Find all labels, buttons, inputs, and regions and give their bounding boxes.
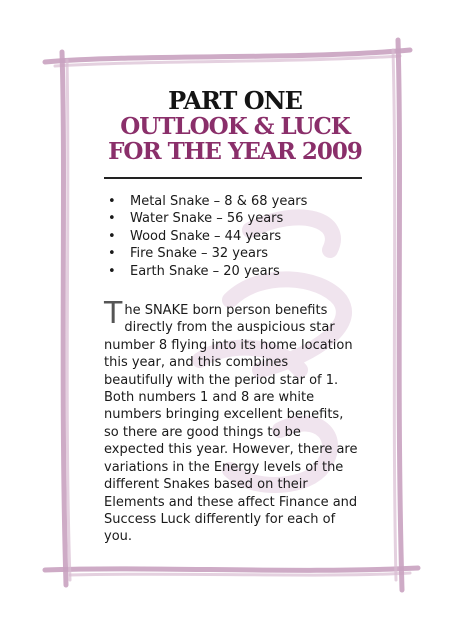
page-content — [104, 88, 366, 546]
list-item: • Wood Snake – 44 years — [106, 228, 366, 245]
part-heading: PART ONE — [168, 86, 302, 115]
list-item: • Earth Snake – 20 years — [106, 263, 366, 280]
list-item: • Fire Snake – 32 years — [106, 245, 366, 262]
chapter-title-line1: OUTLOOK & LUCK — [120, 113, 350, 140]
paragraph-text: he SNAKE born person benefits directly from the auspicious star number 8 flying into its home location this year, and this combines beautifully with the period star of 1. Both numbers 1 and 8 are white numbers bringing excellent benefits, so there are good things to be expected this year. However, there are variations in the Energy levels of the different Snakes based on their Elements and these affect Finance and Success Luck differently for each of you. — [104, 303, 358, 545]
chapter-title-line2: FOR THE YEAR 2009 — [108, 138, 362, 165]
snake-ages-list — [104, 193, 366, 280]
list-item: • Water Snake – 56 years — [106, 210, 366, 227]
body-paragraph — [104, 296, 360, 546]
title-divider — [104, 177, 362, 179]
drop-cap: T — [104, 296, 123, 332]
list-item: • Metal Snake – 8 & 68 years — [106, 193, 366, 210]
